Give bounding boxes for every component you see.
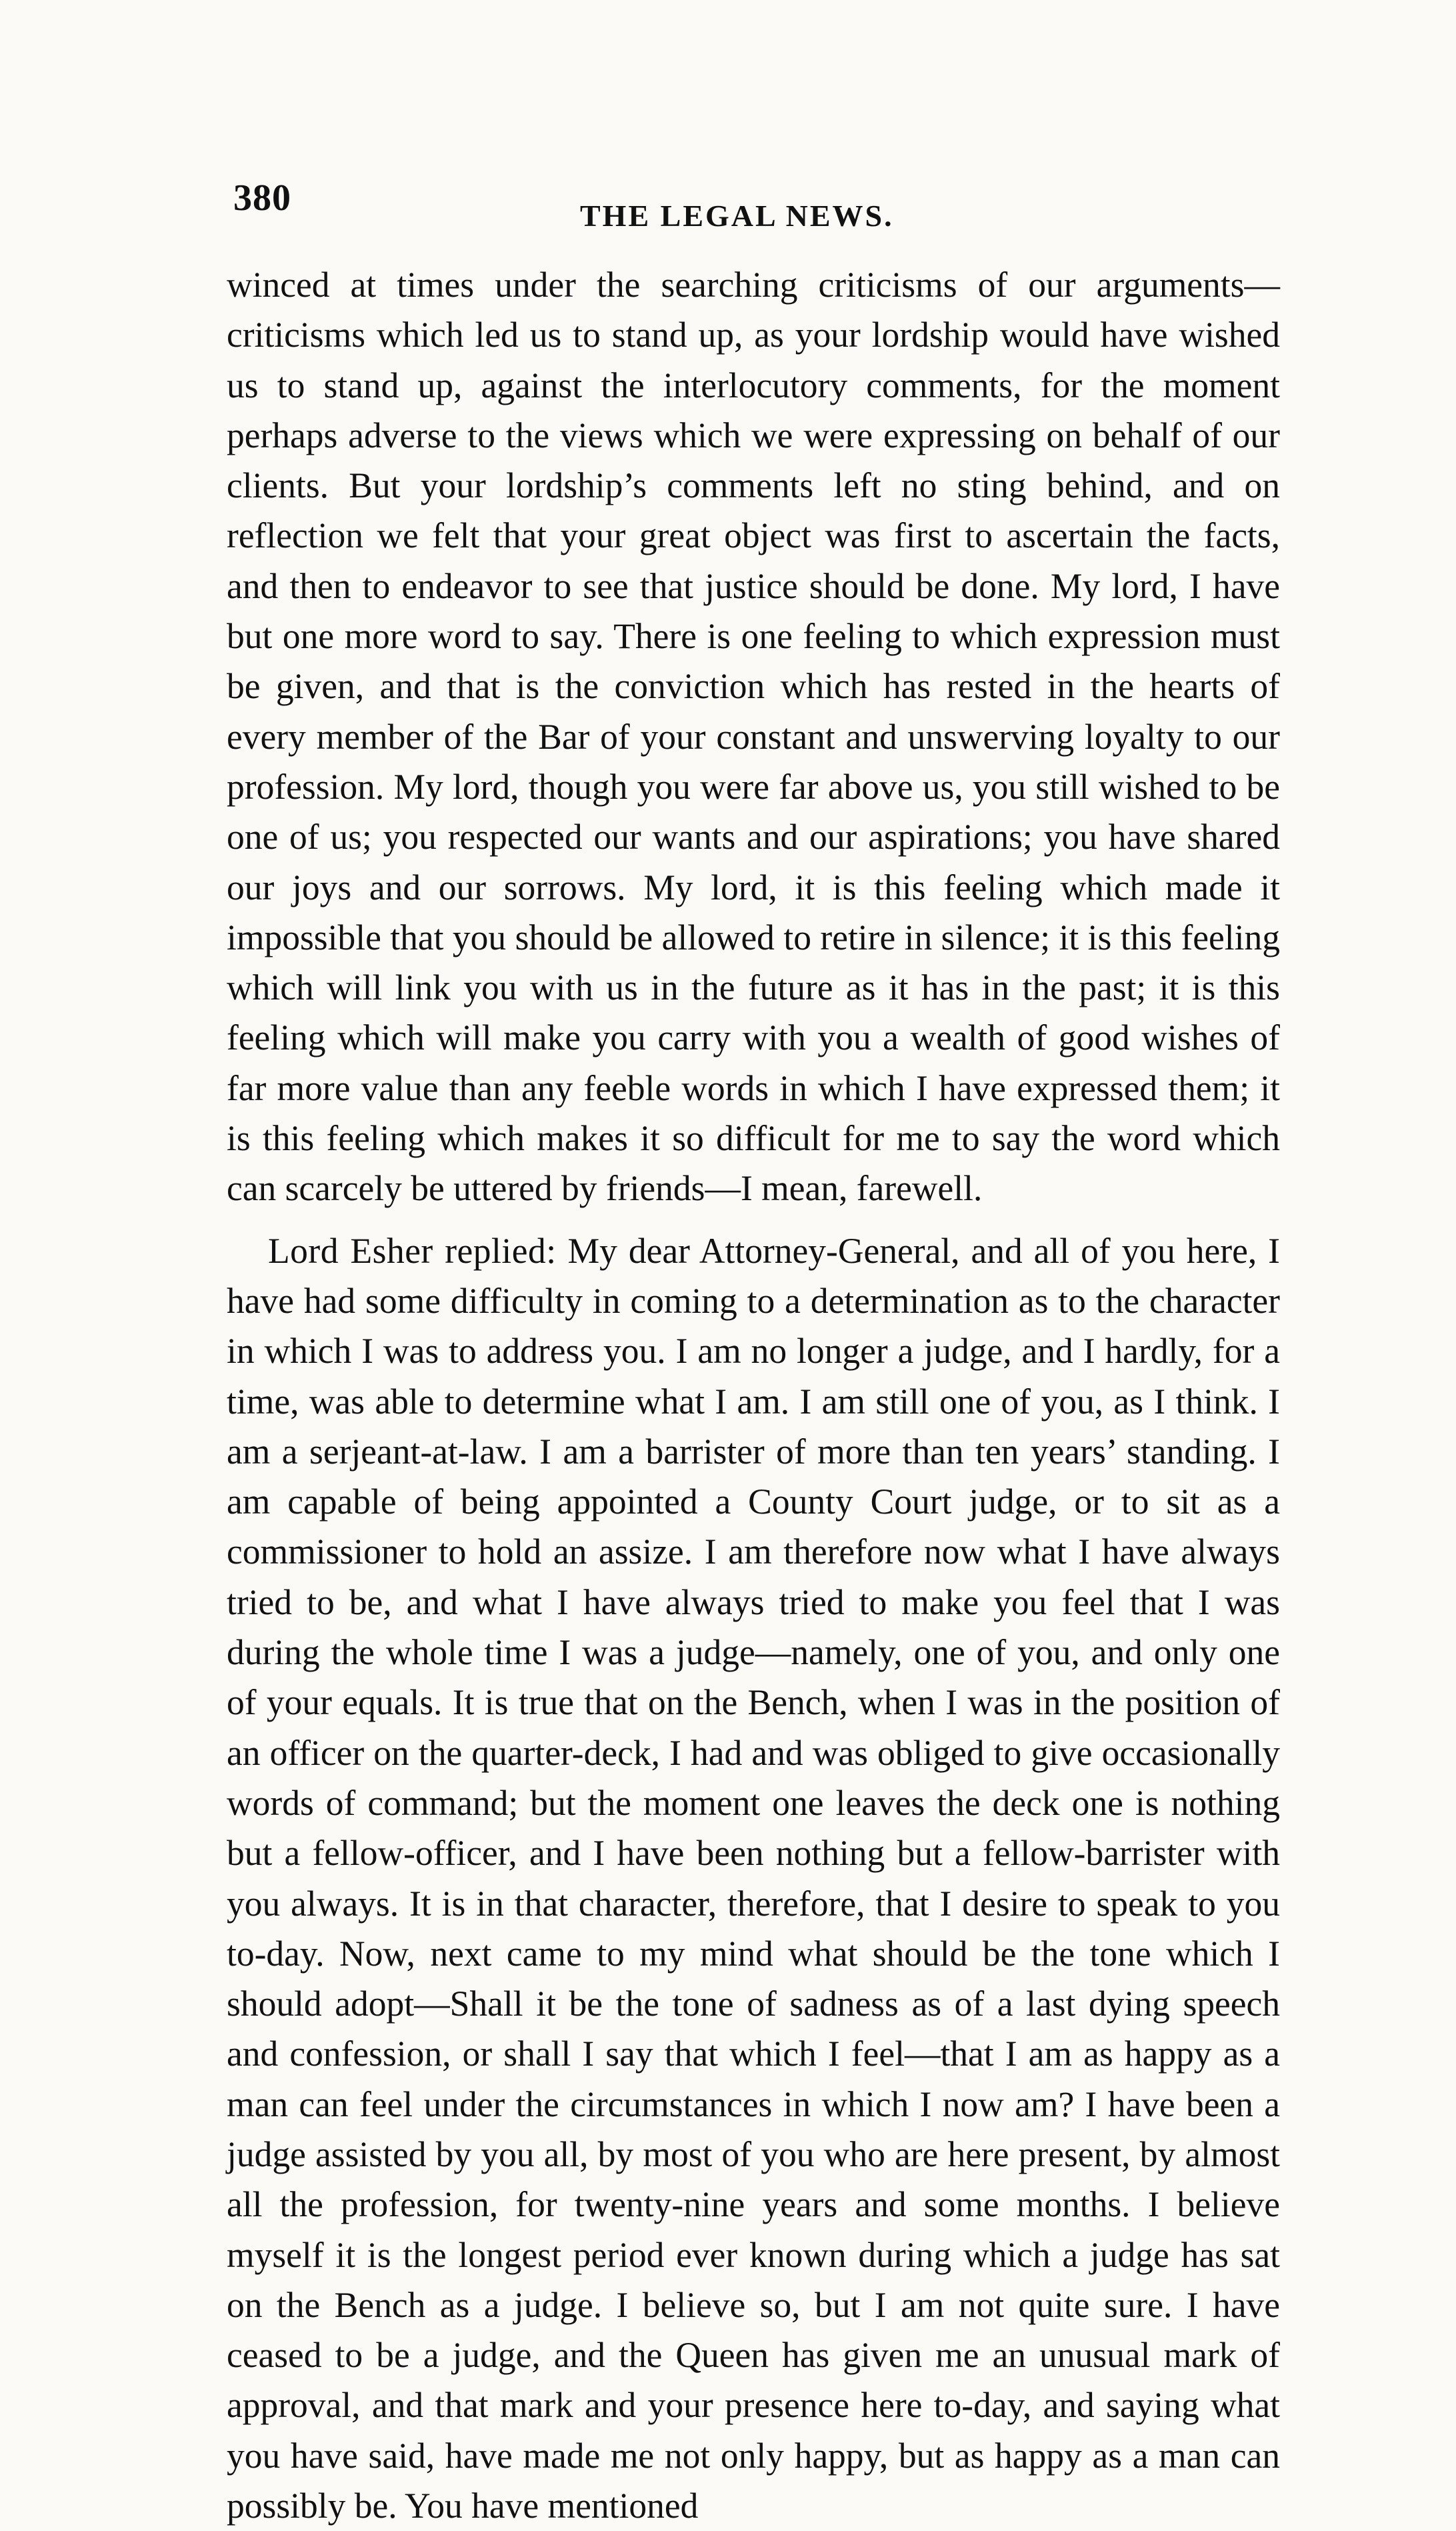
paragraph-attorney-general-address: winced at times under the searching criticisms of our arguments—criticisms which led us to stand up, as your lordship would have wished us to stand up, against the interlocutory comments, for the moment perhaps adverse to the views which we were expressing on behalf of our clients. But your lordship’s comments left no sting behind, and on reflection we felt that your great object was first to ascertain the facts, and then to endeavor to see that justice should be done. My lord, I have but one more word to say. There is one feeling to which expression must be given, and that is the conviction which has rested in the hearts of every member of the Bar of your constant and unswerving loyalty to our profession. My lord, though you were far above us, you still wished to be one of us; you respected our wants and our aspirations; you have shared our joys and our sorrows. My lord, it is this feeling which made it impossible that you should be allowed to retire in silence; it is this feeling which will link you with us in the future as it has in the past; it is this feeling which will make you carry with you a wealth of good wishes of far more value than any feeble words in which I have expressed them; it is this feeling which makes it so difficult for me to say the word which can scarcely be uttered by friends—I mean, farewell. (227, 265, 1280, 1209)
page-number: 380 (233, 177, 291, 219)
speaker-label: Lord Esher replied: (268, 1230, 557, 1271)
journal-title: THE LEGAL NEWS. (580, 199, 894, 233)
paragraph-lord-esher-reply (227, 1226, 1280, 2531)
reply-text: My dear Attorney-General, and all of you here, I have had some difficulty in coming to a determination as to the character in which I was to address you. I am no longer a judge, and I hardly, for a time, was able to determine what I am. I am still one of you, as I think. I am a serjeant-at-law. I am a barrister of more than ten years’ standing. I am capable of being appointed a County Court judge, or to sit as a commissioner to hold an assize. I am therefore now what I have always tried to be, and what I have always tried to make you feel that I was during the whole time I was a judge—namely, one of you, and only one of your equals. It is true that on the Bench, when I was in the position of an officer on the quarter-deck, I had and was obliged to give occasionally words of command; but the moment one leaves the deck one is nothing but a fellow-officer, and I have been nothing but a fellow-barrister with you always. It is in that character, therefore, that I desire to speak to you to-day. Now, next came to my mind what should be the tone which I should adopt—Shall it be the tone of sadness as of a last dying speech and confession, or shall I say that which I feel—that I am as happy as a man can feel under the circumstances in which I now am? I have been a judge assisted by you all, by most of you who are here present, by almost all the profession, for twenty-nine years and some months. I believe myself it is the longest period ever known during which a judge has sat on the Bench as a judge. I believe so, but I am not quite sure. I have ceased to be a judge, and the Queen has given me an unusual mark of approval, and that mark and your presence here to-day, and saying what you have said, have made me not only happy, but as happy as a man can possibly be. You have mentioned (227, 1230, 1280, 2526)
article-text-column (227, 260, 1280, 2526)
running-head (233, 177, 1233, 237)
